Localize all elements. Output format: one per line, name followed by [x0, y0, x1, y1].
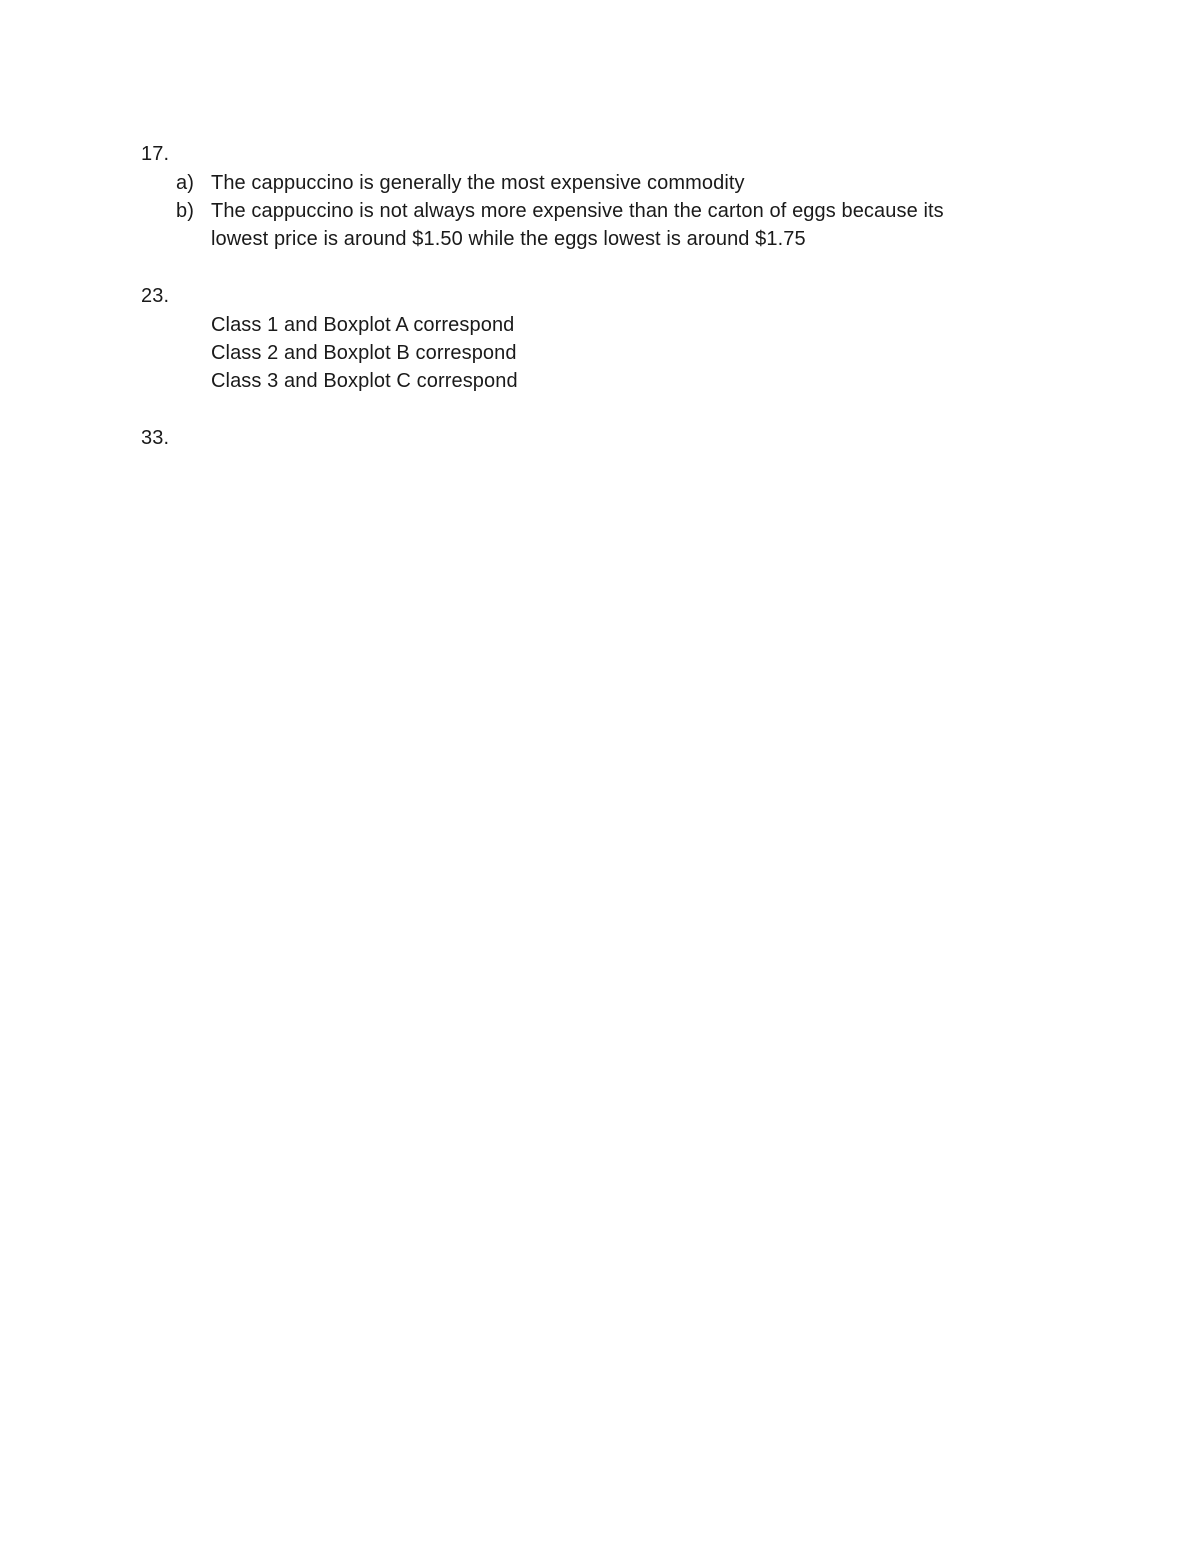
answer-marker-b: b): [176, 200, 194, 222]
question-number-17: 17.: [141, 143, 170, 165]
answer-marker-a: a): [176, 172, 194, 194]
answer-23-line-1: Class 1 and Boxplot A correspond: [211, 314, 515, 336]
answer-a-line-1: The cappuccino is generally the most expensive commodity: [211, 172, 745, 194]
answer-b-line-2: lowest price is around $1.50 while the eggs lowest is around $1.75: [211, 228, 806, 250]
question-number-33: 33.: [141, 427, 170, 449]
answer-23-line-2: Class 2 and Boxplot B correspond: [211, 342, 517, 364]
answer-23-line-3: Class 3 and Boxplot C correspond: [211, 370, 518, 392]
question-number-23: 23.: [141, 285, 170, 307]
answer-b-line-1: The cappuccino is not always more expensive than the carton of eggs because its: [211, 200, 944, 222]
